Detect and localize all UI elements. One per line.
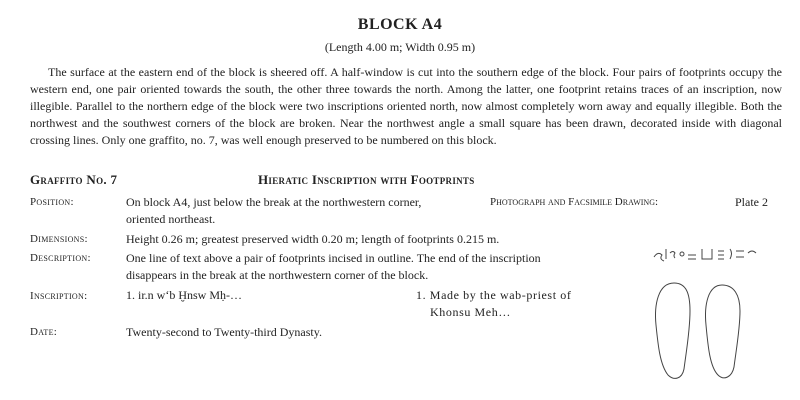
inscription-label: Inscription: <box>30 290 88 302</box>
dimensions-label: Dimensions: <box>30 233 88 245</box>
description-label: Description: <box>30 252 91 264</box>
position-label: Position: <box>30 196 74 208</box>
description-value <box>126 250 541 284</box>
position-value <box>126 194 421 228</box>
left-footprint <box>656 283 690 378</box>
right-footprint <box>706 285 740 378</box>
date-label: Date: <box>30 326 58 338</box>
description-line-2: disappears in the break at the northwestern corner of the block. <box>126 268 429 282</box>
graffito-heading: Hieratic Inscription with Footprints <box>258 172 475 187</box>
translation-line-1: 1. Made by the wab-priest of <box>416 288 572 302</box>
translation-line-2: Khonsu Meh… <box>430 305 511 319</box>
translation <box>416 287 616 321</box>
block-title: BLOCK A4 <box>357 16 443 33</box>
description-line-1: One line of text above a pair of footprints incised in outline. The end of the inscription <box>126 251 541 265</box>
dimensions-value: Height 0.26 m; greatest preserved width 0.20 m; length of footprints 0.215 m. <box>126 232 500 246</box>
block-dimensions: (Length 4.00 m; Width 0.95 m) <box>324 40 476 54</box>
footprints-facsimile-drawing <box>640 235 790 385</box>
graffito-number: Graffito No. 7 <box>30 172 118 187</box>
photo-facsimile-label: Photograph and Facsimile Drawing: <box>490 196 659 208</box>
date-value: Twenty-second to Twenty-third Dynasty. <box>126 325 322 339</box>
position-line-2: oriented northeast. <box>126 212 216 226</box>
position-line-1: On block A4, just below the break at the northwestern corner, <box>126 195 422 209</box>
block-description-paragraph: The surface at the eastern end of the block is sheered off. A half-window is cut into the southern edge of the block. Four pairs of footprints occupy the western end, one pair oriented towards the south, the other three towards the north. Among the latter, one footprint retains traces of an inscription, now illegible. Parallel to the northern edge of the block were two inscriptions oriented north, now almost completely worn away and equally illegible. Both the northwest and the southwest corners of the block are broken. Near the northwest angle a small square has been drawn, decorated inside with diagonal crossing lines. Only one graffito, no. 7, was well enough preserved to be numbered on this block. <box>30 65 782 147</box>
hieratic-signs <box>654 249 756 261</box>
transliteration: 1. ir.n w‘b Ḫnsw Mḥ-… <box>126 288 242 302</box>
plate-reference: Plate 2 <box>735 195 768 209</box>
